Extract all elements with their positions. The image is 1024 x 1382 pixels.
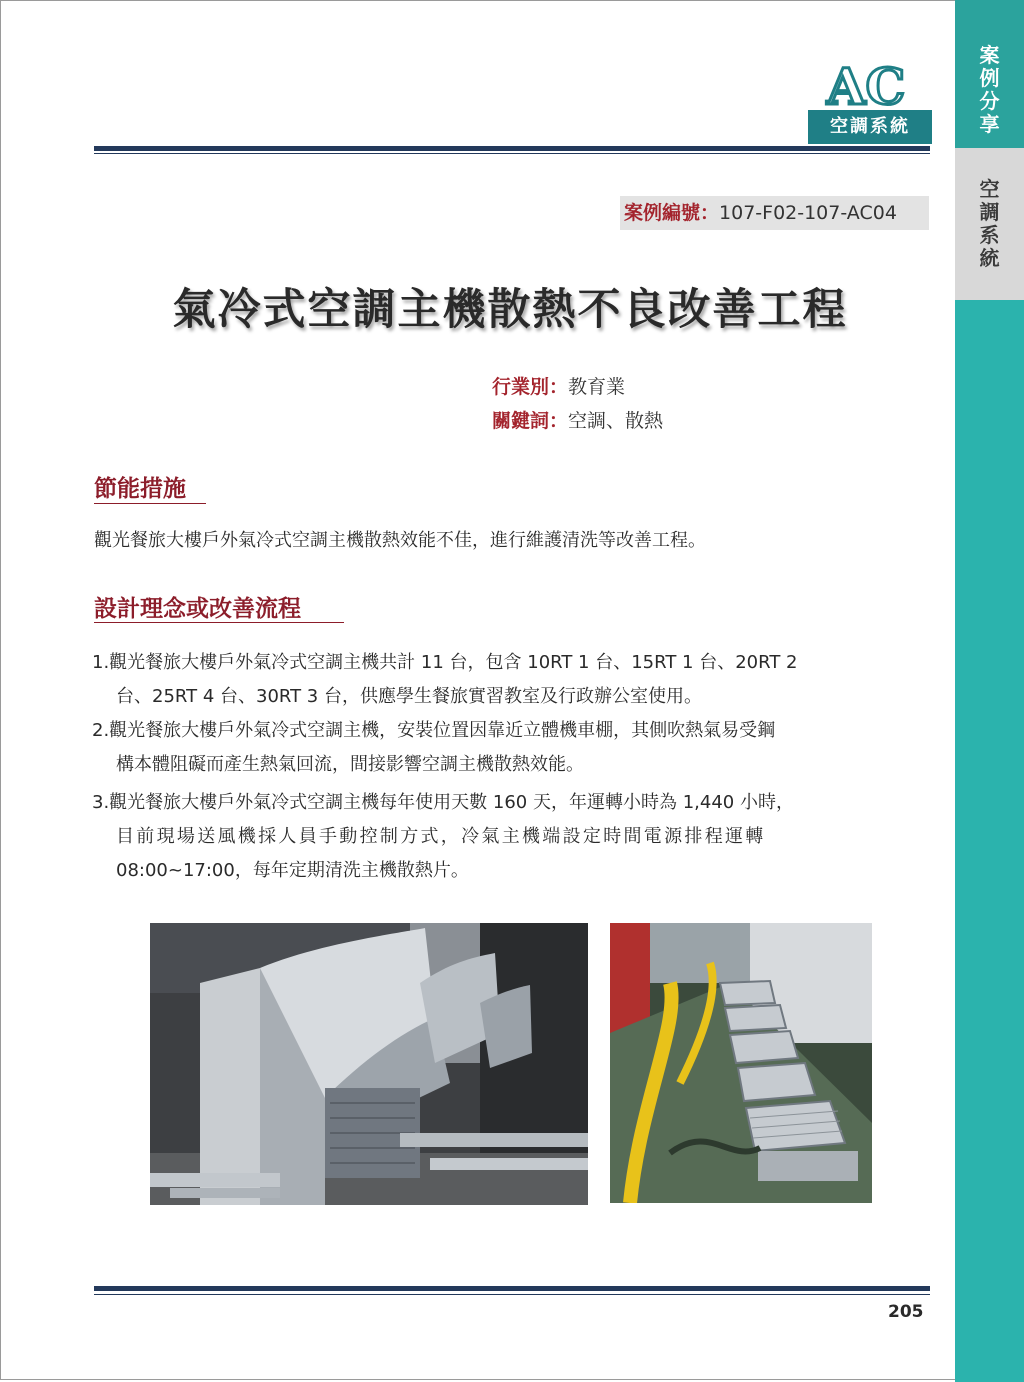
- case-number-value: 107-F02-107-AC04: [719, 202, 897, 224]
- ac-logo-text: AC: [826, 60, 906, 110]
- list-item: 08:00~17:00，每年定期清洗主機散熱片。: [116, 860, 469, 881]
- list-item: 構本體阻礙而產生熱氣回流，間接影響空調主機散熱效能。: [116, 754, 584, 775]
- page-title: 氣冷式空調主機散熱不良改善工程: [172, 285, 848, 335]
- category-label: 空調系統: [808, 110, 932, 144]
- section-underline-measures: [94, 503, 206, 504]
- footer-rule-thick: [94, 1286, 930, 1291]
- footer-rule-thin: [94, 1294, 930, 1295]
- keywords-row: [492, 406, 663, 433]
- keywords-label: 關鍵詞：: [492, 410, 569, 432]
- section-heading-measures: 節能措施: [94, 476, 186, 502]
- header-rule-thin: [94, 153, 930, 154]
- list-item: 2.觀光餐旅大樓戶外氣冷式空調主機，安裝位置因靠近立體機車棚，其側吹熱氣易受鋼: [92, 720, 776, 741]
- list-item: 目前現場送風機採人員手動控制方式，冷氣主機端設定時間電源排程運轉: [116, 826, 766, 847]
- side-tab: [955, 0, 1024, 1382]
- keywords-value: 空調、散熱: [568, 410, 664, 432]
- side-tab-case-share: 案 例 分 享: [979, 43, 1000, 136]
- header-rule-thick: [94, 146, 930, 151]
- industry-value: 教育業: [568, 376, 626, 398]
- section-heading-design: 設計理念或改善流程: [94, 596, 301, 622]
- page-number: 205: [888, 1302, 924, 1322]
- measures-text: 觀光餐旅大樓戶外氣冷式空調主機散熱效能不佳，進行維護清洗等改善工程。: [94, 530, 706, 551]
- list-item: 1.觀光餐旅大樓戶外氣冷式空調主機共計 11 台，包含 10RT 1 台、15RT 1 台、20RT 2: [92, 652, 798, 673]
- industry-row: [492, 372, 625, 399]
- list-item: 台、25RT 4 台、30RT 3 台，供應學生餐旅實習教室及行政辦公室使用。: [116, 686, 702, 707]
- industry-label: 行業別：: [492, 376, 569, 398]
- photo-ac-units-ducts: [150, 923, 588, 1205]
- section-underline-design: [94, 622, 344, 623]
- case-number-box: [620, 196, 929, 230]
- photo-ac-units-row: [610, 923, 872, 1203]
- ac-logo: [806, 60, 926, 110]
- list-item: 3.觀光餐旅大樓戶外氣冷式空調主機每年使用天數 160 天，年運轉小時為 1,440 小時，: [92, 792, 794, 813]
- side-tab-category: 空 調 系 統: [979, 177, 1000, 270]
- case-number-label: 案例編號：: [624, 202, 720, 224]
